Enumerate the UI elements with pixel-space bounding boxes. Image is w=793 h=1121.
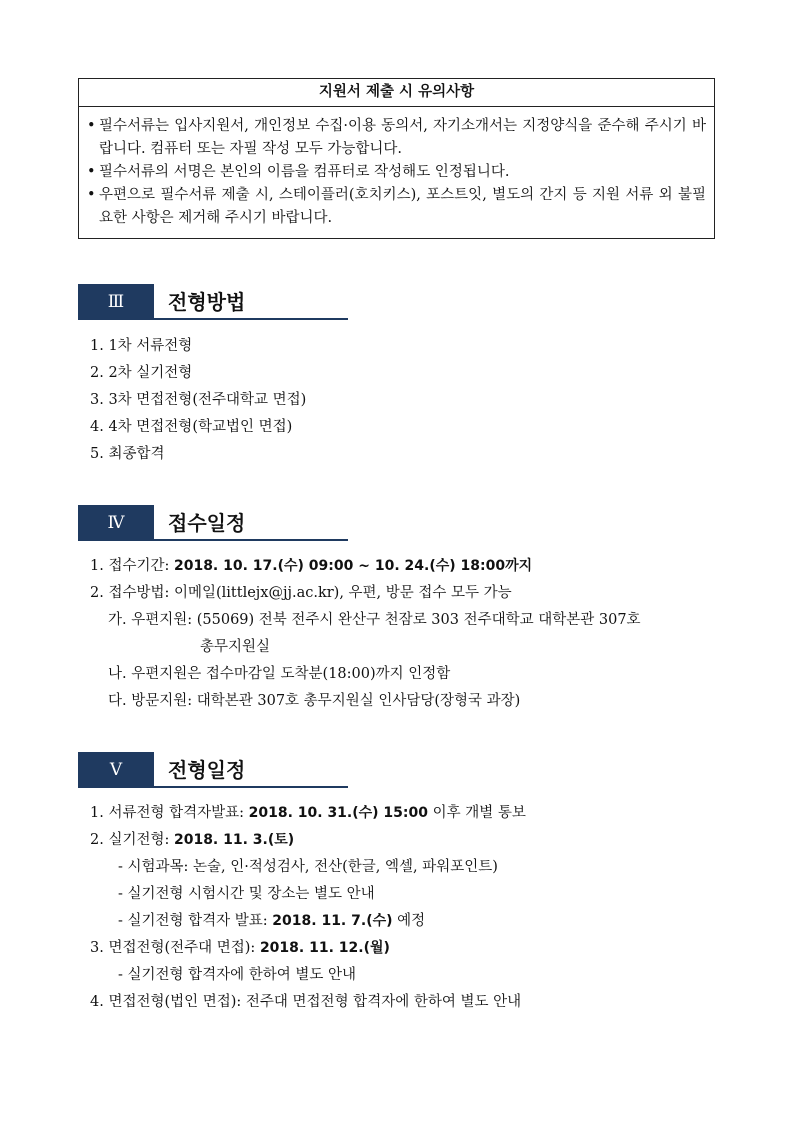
practical-label: 2. 실기전형: [90, 832, 174, 848]
period-value: 2018. 10. 17.(수) 09:00 ~ 10. 24.(수) 18:00까지 [173, 558, 533, 574]
bullet-dot-icon: • [87, 118, 96, 134]
bullet-dot-icon: • [87, 187, 96, 203]
document-result [90, 800, 730, 827]
doc-tail: 이후 개별 통보 [428, 805, 526, 821]
section-header-selection-schedule [78, 752, 348, 790]
interview-corporation: 4. 면접전형(법인 면접): 전주대 면접전형 합격자에 한하여 별도 안내 [90, 994, 522, 1010]
period-label: 1. 접수기간: [90, 558, 174, 574]
section-underline [154, 786, 348, 788]
interview-jeonju [90, 935, 730, 962]
pass-label: - 실기전형 합격자 발표: [118, 913, 273, 929]
section-number-badge: Ⅳ [78, 505, 154, 541]
mail-deadline-note: 나. 우편지원은 접수마감일 도착분(18:00)까지 인정함 [108, 666, 451, 682]
section-number-badge: Ⅴ [78, 752, 154, 788]
exam-subjects: - 시험과목: 논술, 인·적성검사, 전산(한글, 엑셀, 파워포인트) [118, 859, 498, 875]
section-title: 전형일정 [168, 758, 246, 782]
section-title: 전형방법 [168, 290, 246, 314]
application-method: 2. 접수방법: 이메일(littlejx@jj.ac.kr), 우편, 방문 접수 모두 가능 [90, 585, 512, 601]
section-header-screening-method [78, 284, 348, 322]
selection-schedule-list [90, 800, 730, 1016]
pass-date: 2018. 11. 7.(수) [272, 913, 393, 929]
exam-time-place: - 실기전형 시험시간 및 장소는 별도 안내 [118, 886, 375, 902]
section-title: 접수일정 [168, 511, 246, 535]
section-number-badge: Ⅲ [78, 284, 154, 320]
notice-bullet-text: 필수서류는 입사지원서, 개인정보 수집·이용 동의서, 자기소개서는 지정양식을 준수해 주시기 바랍니다. 컴퓨터 또는 자필 작성 모두 가능합니다. [99, 118, 706, 157]
bullet-dot-icon: • [87, 164, 96, 180]
doc-date: 2018. 10. 31.(수) 15:00 [248, 805, 429, 821]
notice-bullet-text: 필수서류의 서명은 본인의 이름을 컴퓨터로 작성해도 인정됩니다. [99, 164, 510, 180]
interview1-date: 2018. 11. 12.(월) [259, 940, 390, 956]
screening-method-list [90, 333, 730, 468]
practical-pass-announcement [90, 908, 730, 935]
section-underline [154, 539, 348, 541]
application-period [90, 553, 730, 580]
visit-application: 다. 방문지원: 대학본관 307호 총무지원실 인사담당(장형국 과장) [108, 693, 521, 709]
practical-exam [90, 827, 730, 854]
list-item: 4. 4차 면접전형(학교법인 면접) [90, 419, 293, 435]
list-item: 1. 1차 서류전형 [90, 338, 193, 354]
mail-application-address-cont: 총무지원실 [200, 639, 271, 655]
list-item: 3. 3차 면접전형(전주대학교 면접) [90, 392, 307, 408]
practical-date: 2018. 11. 3.(토) [173, 832, 295, 848]
notice-title: 지원서 제출 시 유의사항 [79, 79, 714, 107]
application-schedule-list [90, 553, 730, 715]
notice-bullet [87, 115, 706, 161]
notice-body [79, 107, 714, 238]
notice-bullet [87, 161, 706, 184]
interview1-note: - 실기전형 합격자에 한하여 별도 안내 [118, 967, 357, 983]
interview1-label: 3. 면접전형(전주대 면접): [90, 940, 260, 956]
section-header-application-schedule [78, 505, 348, 543]
notice-bullet [87, 184, 706, 230]
notice-bullet-text: 우편으로 필수서류 제출 시, 스테이플러(호치키스), 포스트잇, 별도의 간지 등 지원 서류 외 불필요한 사항은 제거해 주시기 바랍니다. [99, 187, 706, 226]
notice-box [78, 78, 715, 239]
section-underline [154, 318, 348, 320]
pass-tail: 예정 [392, 913, 426, 929]
mail-application-address: 가. 우편지원: (55069) 전북 전주시 완산구 천잠로 303 전주대학교 대학본관 307호 [108, 612, 641, 628]
doc-label: 1. 서류전형 합격자발표: [90, 805, 249, 821]
list-item: 5. 최종합격 [90, 446, 165, 462]
list-item: 2. 2차 실기전형 [90, 365, 193, 381]
